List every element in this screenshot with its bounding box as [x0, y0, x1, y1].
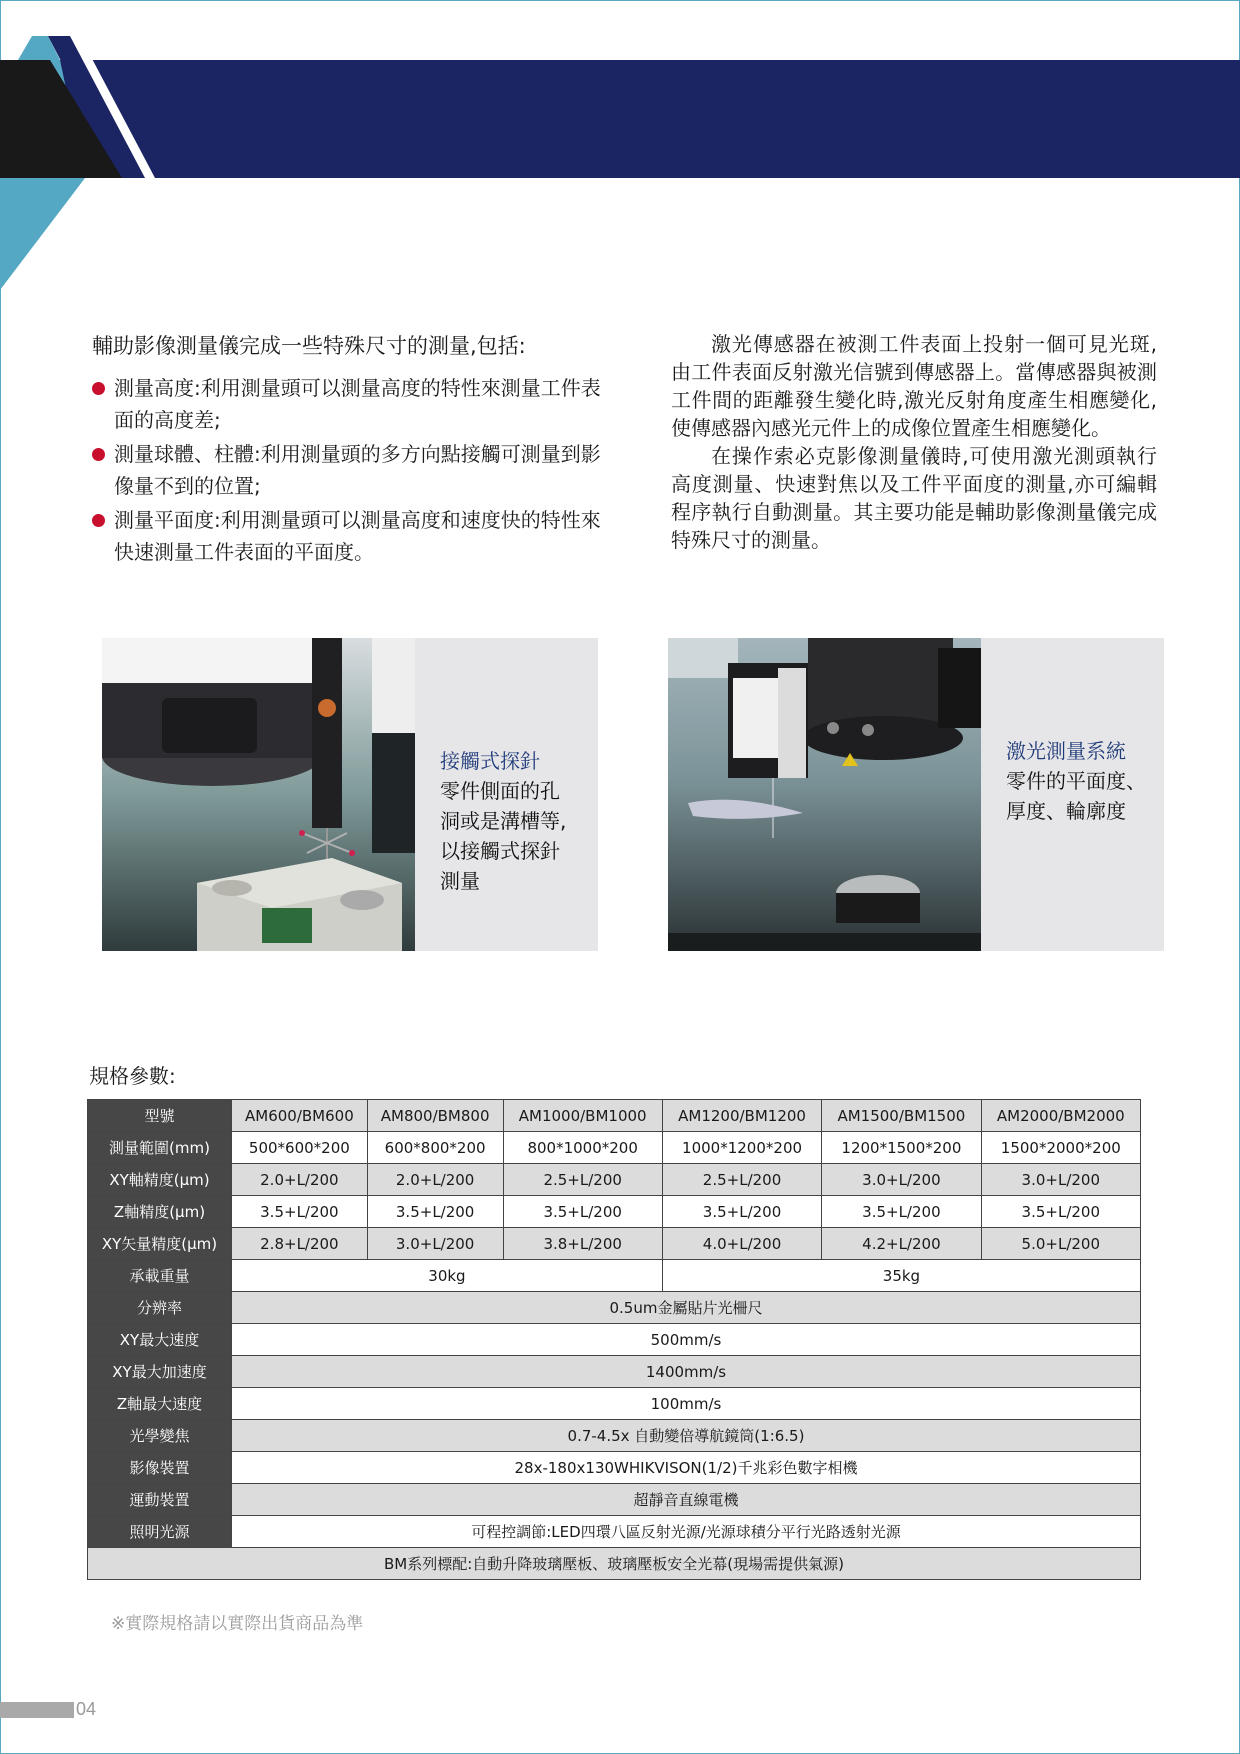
table-cell: 4.0+L/200 — [662, 1228, 821, 1260]
page-number: 04 — [76, 1699, 97, 1719]
row-header: 測量範圍(mm) — [88, 1132, 232, 1164]
table-row — [88, 1196, 1141, 1228]
table-cell: 800*1000*200 — [503, 1132, 662, 1164]
table-cell: 0.5um金屬貼片光柵尺 — [232, 1292, 1141, 1324]
table-cell: 30kg — [232, 1260, 663, 1292]
card-desc-line: 洞或是溝槽等, — [440, 809, 567, 833]
spec-title: 規格參數: — [89, 1064, 176, 1088]
row-header: Z軸最大速度 — [88, 1388, 232, 1420]
table-row — [88, 1292, 1141, 1324]
table-row — [88, 1228, 1141, 1260]
table-cell: 0.7-4.5x 自動變倍導航鏡筒(1:6.5) — [232, 1420, 1141, 1452]
row-header: 分辨率 — [88, 1292, 232, 1324]
card-text — [1006, 736, 1156, 826]
disclaimer-note: ※實際規格請以實際出貨商品為準 — [111, 1614, 364, 1634]
table-cell: 500mm/s — [232, 1324, 1141, 1356]
table-cell: 3.5+L/200 — [232, 1196, 368, 1228]
touch-probe-card — [102, 638, 598, 951]
header-banner — [0, 0, 1240, 290]
laser-sensor-photo — [668, 638, 981, 951]
table-cell: 超靜音直線電機 — [232, 1484, 1141, 1516]
table-cell: 3.8+L/200 — [503, 1228, 662, 1260]
list-item: 測量球體、柱體:利用測量頭的多方向點接觸可測量到影像量不到的位置; — [92, 438, 602, 502]
table-row — [88, 1164, 1141, 1196]
table-row — [88, 1132, 1141, 1164]
bullet-dot-icon — [92, 514, 105, 527]
card-desc-line: 零件的平面度、 — [1006, 769, 1146, 793]
row-header: 承載重量 — [88, 1260, 232, 1292]
table-cell: 3.0+L/200 — [981, 1164, 1140, 1196]
intro-left — [92, 330, 602, 570]
row-header: 光學變焦 — [88, 1420, 232, 1452]
table-cell: 2.0+L/200 — [232, 1164, 368, 1196]
row-header: 影像裝置 — [88, 1452, 232, 1484]
table-cell: AM1500/BM1500 — [822, 1100, 981, 1132]
paragraph: 在操作索必克影像測量儀時,可使用激光測頭執行高度測量、快速對焦以及工件平面度的測量,亦可編輯程序執行自動測量。其主要功能是輔助影像測量儀完成特殊尺寸的測量。 — [671, 444, 1157, 552]
banner-navy-band — [0, 60, 1240, 178]
row-header: 型號 — [88, 1100, 232, 1132]
card-desc-line: 零件側面的孔 — [440, 779, 560, 803]
table-cell: 2.0+L/200 — [367, 1164, 503, 1196]
feature-list — [92, 372, 602, 568]
table-cell: 5.0+L/200 — [981, 1228, 1140, 1260]
table-row — [88, 1452, 1141, 1484]
table-cell: 3.5+L/200 — [662, 1196, 821, 1228]
card-desc-line: 以接觸式探針 — [440, 839, 560, 863]
table-cell: 1200*1500*200 — [822, 1132, 981, 1164]
row-header: XY最大速度 — [88, 1324, 232, 1356]
row-header: XY矢量精度(μm) — [88, 1228, 232, 1260]
table-cell: 500*600*200 — [232, 1132, 368, 1164]
card-desc-line: 測量 — [440, 869, 480, 893]
table-row — [88, 1516, 1141, 1548]
laser-card — [668, 638, 1164, 951]
table-cell: 3.5+L/200 — [367, 1196, 503, 1228]
spec-table — [87, 1099, 1141, 1580]
table-cell: 2.8+L/200 — [232, 1228, 368, 1260]
table-row — [88, 1548, 1141, 1580]
row-header: 照明光源 — [88, 1516, 232, 1548]
touch-probe-photo — [102, 638, 415, 951]
card-desc-line: 厚度、輪廓度 — [1006, 799, 1126, 823]
table-cell: 35kg — [662, 1260, 1140, 1292]
table-cell: 600*800*200 — [367, 1132, 503, 1164]
footer-bar — [0, 1702, 74, 1718]
paragraph: 激光傳感器在被測工件表面上投射一個可見光斑,由工件表面反射激光信號到傳感器上。當傳感器與被測工件間的距離發生變化時,激光反射角度產生相應變化,使傳感器內感光元件上的成像位置產生相應變化。 — [671, 332, 1157, 440]
table-cell: 1400mm/s — [232, 1356, 1141, 1388]
table-row — [88, 1324, 1141, 1356]
row-header: 運動裝置 — [88, 1484, 232, 1516]
table-row — [88, 1100, 1141, 1132]
card-title: 接觸式探針 — [440, 749, 540, 773]
row-header: XY軸精度(μm) — [88, 1164, 232, 1196]
table-cell: 1000*1200*200 — [662, 1132, 821, 1164]
table-cell: 2.5+L/200 — [662, 1164, 821, 1196]
intro-heading: 輔助影像測量儀完成一些特殊尺寸的測量,包括: — [92, 334, 526, 358]
table-row — [88, 1260, 1141, 1292]
table-row — [88, 1388, 1141, 1420]
table-cell: 3.5+L/200 — [981, 1196, 1140, 1228]
row-header: Z軸精度(μm) — [88, 1196, 232, 1228]
table-cell: AM1000/BM1000 — [503, 1100, 662, 1132]
card-text — [440, 746, 590, 896]
list-item: 測量平面度:利用測量頭可以測量高度和速度快的特性來快速測量工件表面的平面度。 — [92, 504, 602, 568]
table-cell: AM600/BM600 — [232, 1100, 368, 1132]
table-cell: 4.2+L/200 — [822, 1228, 981, 1260]
table-cell: 100mm/s — [232, 1388, 1141, 1420]
row-header: XY最大加速度 — [88, 1356, 232, 1388]
bullet-dot-icon — [92, 448, 105, 461]
table-cell: 28x-180x130WHIKVISON(1/2)千兆彩色數字相機 — [232, 1452, 1141, 1484]
table-cell: 3.5+L/200 — [503, 1196, 662, 1228]
intro-right — [671, 330, 1157, 554]
table-cell: 2.5+L/200 — [503, 1164, 662, 1196]
table-cell: 可程控調節:LED四環八區反射光源/光源球積分平行光路透射光源 — [232, 1516, 1141, 1548]
table-row — [88, 1420, 1141, 1452]
table-cell: 1500*2000*200 — [981, 1132, 1140, 1164]
table-cell: 3.5+L/200 — [822, 1196, 981, 1228]
list-item: 測量高度:利用測量頭可以測量高度的特性來測量工件表面的高度差; — [92, 372, 602, 436]
table-cell: AM800/BM800 — [367, 1100, 503, 1132]
table-cell: 3.0+L/200 — [822, 1164, 981, 1196]
table-cell: 3.0+L/200 — [367, 1228, 503, 1260]
bullet-dot-icon — [92, 382, 105, 395]
table-cell: AM1200/BM1200 — [662, 1100, 821, 1132]
table-row — [88, 1484, 1141, 1516]
table-row — [88, 1356, 1141, 1388]
card-title: 激光測量系統 — [1006, 739, 1126, 763]
table-footer-cell: BM系列標配:自動升降玻璃壓板、玻璃壓板安全光幕(現場需提供氣源) — [88, 1548, 1141, 1580]
table-cell: AM2000/BM2000 — [981, 1100, 1140, 1132]
